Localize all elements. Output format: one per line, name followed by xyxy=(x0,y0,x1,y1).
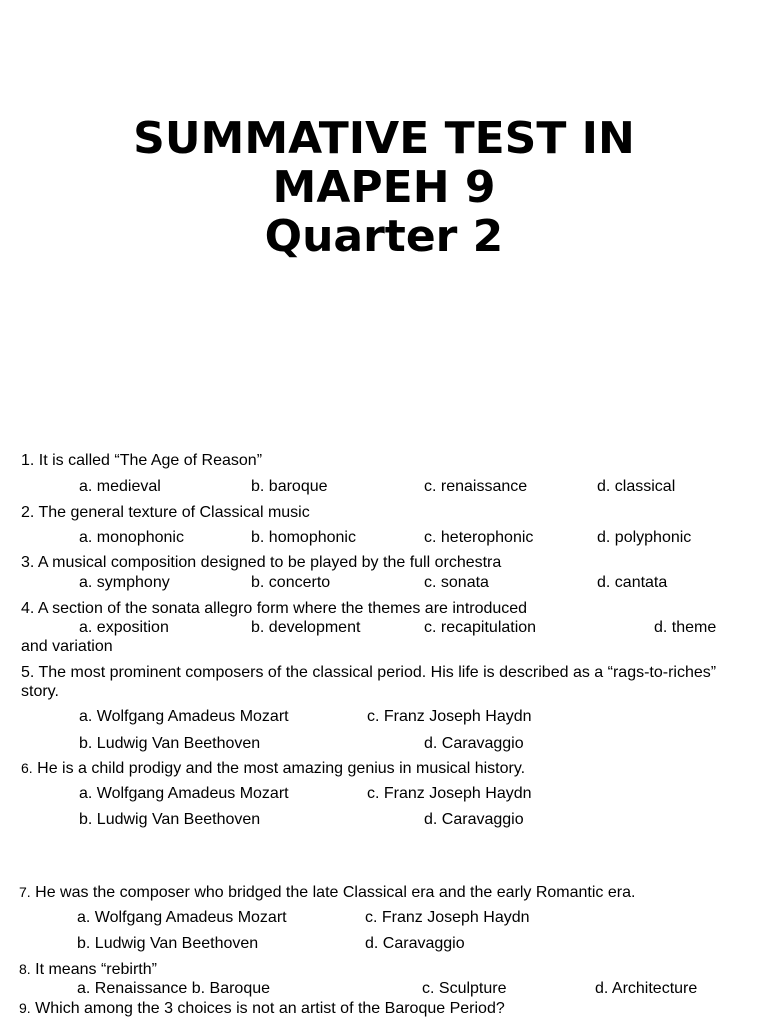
question-5-option-b: b. Ludwig Van Beethoven xyxy=(79,735,261,752)
question-2-option-d: d. polyphonic xyxy=(597,529,692,546)
question-7-option-b: b. Ludwig Van Beethoven xyxy=(77,935,259,952)
question-7-text xyxy=(19,883,635,902)
question-4-option-b: b. development xyxy=(251,619,361,636)
question-6-option-b: b. Ludwig Van Beethoven xyxy=(79,811,261,828)
question-5-text: 5. The most prominent composers of the classical period. His life is described as a “rags-to-riches” story. xyxy=(21,664,717,700)
question-5-option-c: c. Franz Joseph Haydn xyxy=(367,708,532,725)
question-6-number: 6. xyxy=(21,760,33,776)
question-6-option-a: a. Wolfgang Amadeus Mozart xyxy=(79,785,289,802)
question-7-option-c: c. Franz Joseph Haydn xyxy=(365,909,530,926)
question-4-continuation: and variation xyxy=(21,638,113,655)
question-3-text: 3. A musical composition designed to be played by the full orchestra xyxy=(21,554,502,571)
question-7-option-d: d. Caravaggio xyxy=(365,935,465,952)
page-title xyxy=(0,114,768,261)
question-8-number: 8. xyxy=(19,961,31,977)
question-8-body: It means “rebirth” xyxy=(30,961,157,978)
question-8-option-d: d. Architecture xyxy=(595,980,698,997)
question-5-option-d: d. Caravaggio xyxy=(424,735,524,752)
question-3-option-a: a. symphony xyxy=(79,574,170,591)
question-9-body: Which among the 3 choices is not an artist of the Baroque Period? xyxy=(30,1000,505,1017)
question-7-option-a: a. Wolfgang Amadeus Mozart xyxy=(77,909,287,926)
question-3-option-b: b. concerto xyxy=(251,574,331,591)
question-8-option-ab: a. Renaissance b. Baroque xyxy=(77,980,271,997)
question-6-body: He is a child prodigy and the most amazing genius in musical history. xyxy=(32,760,526,777)
question-3-option-d: d. cantata xyxy=(597,574,668,591)
question-2-option-a: a. monophonic xyxy=(79,529,184,546)
question-8-text xyxy=(19,960,157,979)
question-8-option-c: c. Sculpture xyxy=(422,980,507,997)
title-line-3: Quarter 2 xyxy=(264,211,504,262)
question-4-option-d: d. theme xyxy=(654,619,717,636)
question-2-option-b: b. homophonic xyxy=(251,529,356,546)
question-1-text: 1. It is called “The Age of Reason” xyxy=(21,452,263,469)
question-7-body: He was the composer who bridged the late Classical era and the early Romantic era. xyxy=(30,884,636,901)
title-line-1: SUMMATIVE TEST IN xyxy=(133,113,635,164)
question-4-text: 4. A section of the sonata allegro form where the themes are introduced xyxy=(21,600,528,617)
question-9-text xyxy=(19,999,505,1018)
question-6-option-d: d. Caravaggio xyxy=(424,811,524,828)
question-1-option-c: c. renaissance xyxy=(424,478,528,495)
question-2-text: 2. The general texture of Classical music xyxy=(21,504,310,521)
question-7-number: 7. xyxy=(19,884,31,900)
question-1-option-b: b. baroque xyxy=(251,478,328,495)
question-2-option-c: c. heterophonic xyxy=(424,529,534,546)
question-1-option-a: a. medieval xyxy=(79,478,161,495)
question-3-option-c: c. sonata xyxy=(424,574,489,591)
question-5-option-a: a. Wolfgang Amadeus Mozart xyxy=(79,708,289,725)
question-6-text xyxy=(21,759,525,778)
question-6-option-c: c. Franz Joseph Haydn xyxy=(367,785,532,802)
question-9-number: 9. xyxy=(19,1000,31,1016)
question-1-option-d: d. classical xyxy=(597,478,676,495)
question-4-option-a: a. exposition xyxy=(79,619,169,636)
title-line-2: MAPEH 9 xyxy=(272,162,496,213)
question-4-option-c: c. recapitulation xyxy=(424,619,537,636)
